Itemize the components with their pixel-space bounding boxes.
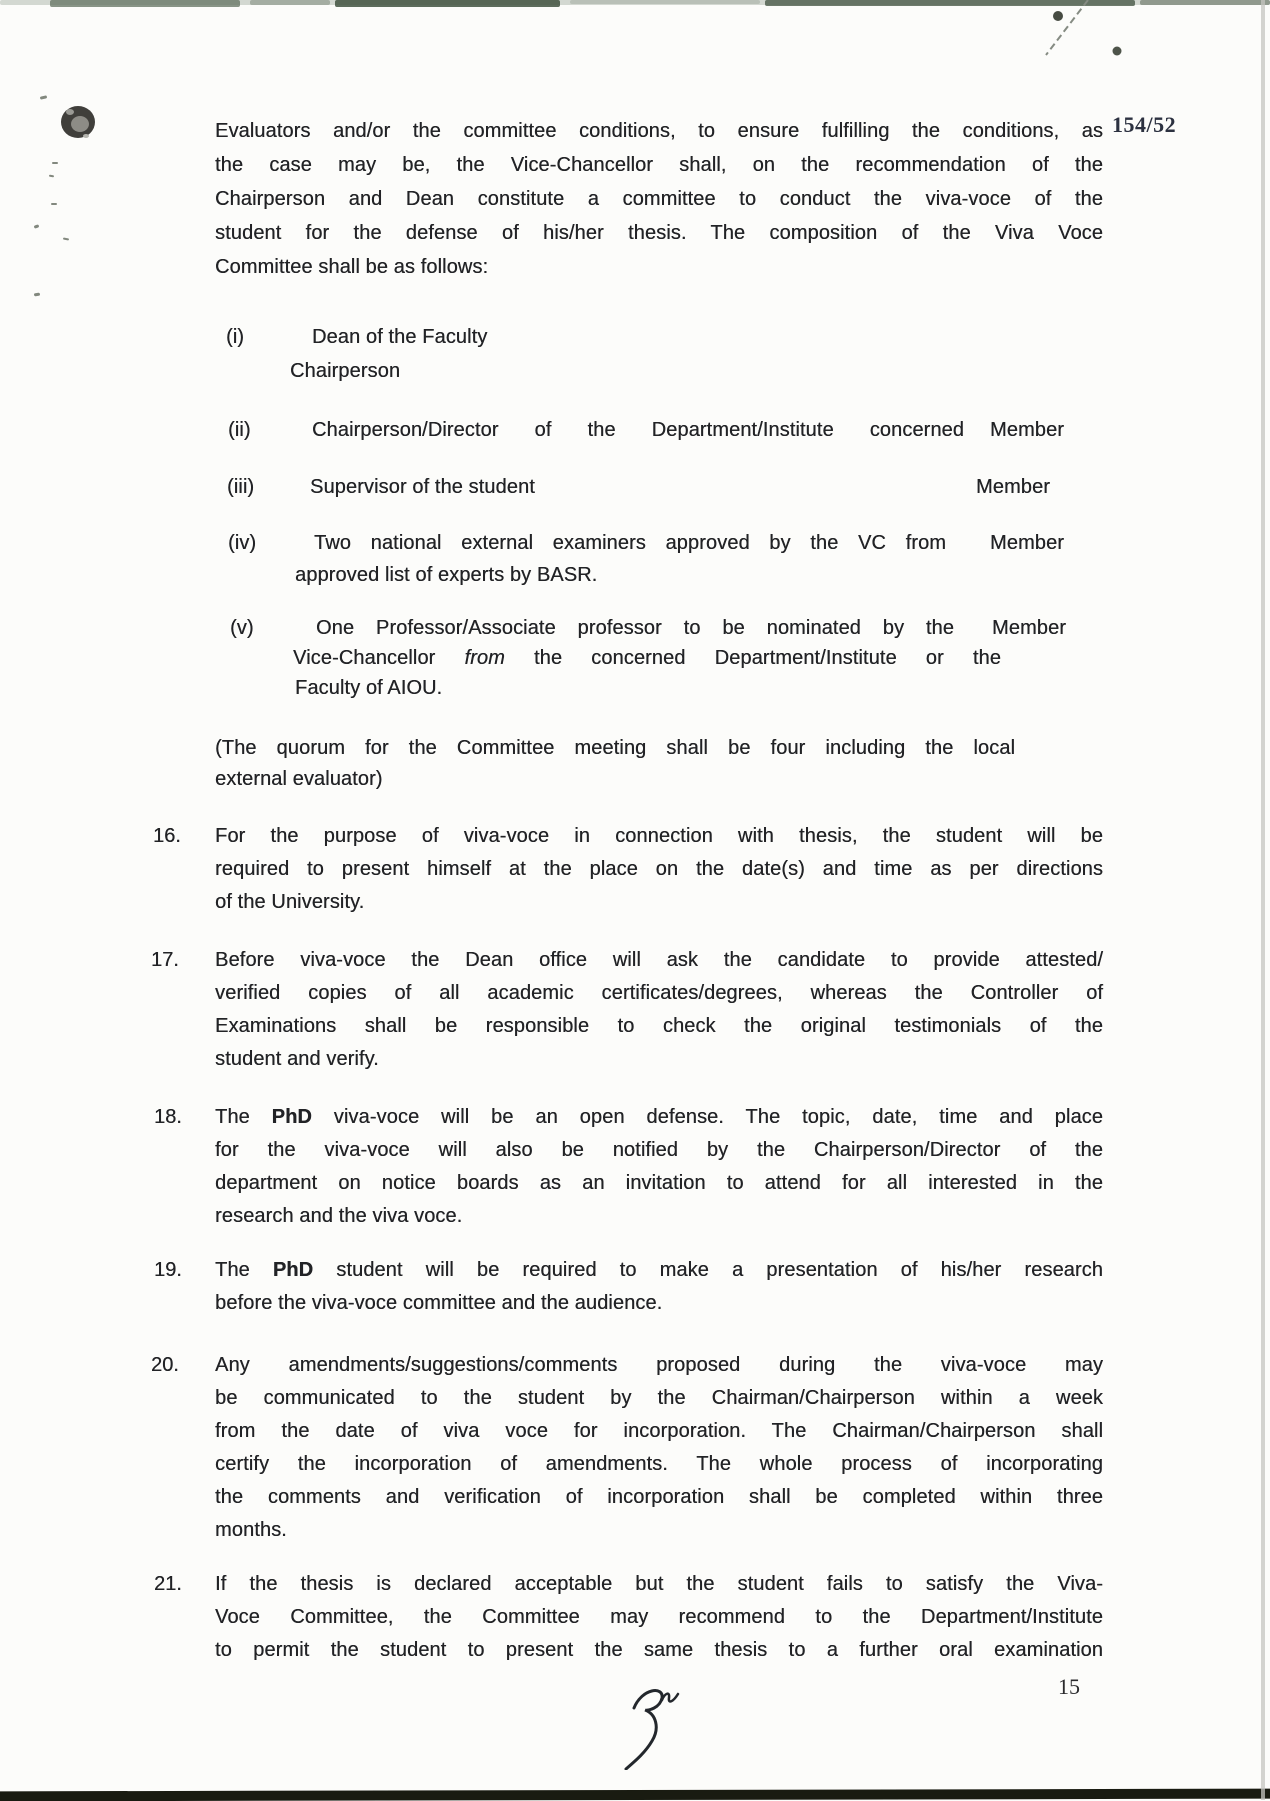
clause-number: 17. (151, 949, 179, 971)
ink-blob-icon (58, 102, 100, 144)
quorum-note (215, 733, 1015, 795)
committee-role-title-continued: Vice-Chancellor from the concerned Department/Institute or the (293, 647, 1002, 669)
scan-speck (40, 95, 47, 99)
committee-role-title: Chairperson/Director of the Department/Institute concerned (312, 419, 964, 441)
list-marker-v: (v) (230, 617, 254, 639)
clause-19 (215, 1254, 1103, 1320)
paragraph-line: required to present himself at the place on the date(s) and time as per directions (215, 858, 1103, 880)
intro-paragraph (215, 114, 1103, 284)
list-marker-iii: (iii) (227, 476, 255, 498)
paragraph-line: student for the defense of his/her thesis. The composition of the Viva Voce (215, 222, 1103, 244)
paragraph-line: If the thesis is declared acceptable but the student fails to satisfy the Viva- (215, 1573, 1103, 1595)
paragraph-line: student and verify. (215, 1048, 379, 1070)
page-edge-shadow (1261, 0, 1265, 1800)
paragraph-line: The PhD student will be required to make a presentation of his/her research (215, 1259, 1103, 1281)
paragraph-line: department on notice boards as an invitation to attend for all interested in the (215, 1172, 1103, 1194)
paragraph-line: Evaluators and/or the committee conditions, to ensure fulfilling the conditions, as (215, 120, 1103, 142)
committee-role-title: Dean of the Faculty (312, 326, 488, 348)
paragraph-line: Before viva-voce the Dean office will ask the candidate to provide attested/ (215, 949, 1103, 971)
committee-role-title: Two national external examiners approved by the VC from (314, 532, 946, 554)
paragraph-line: the comments and verification of incorporation shall be completed within three (215, 1486, 1103, 1508)
committee-role-designation: Chairperson (290, 360, 401, 382)
scan-speck (34, 224, 40, 229)
list-marker-ii: (ii) (228, 419, 251, 441)
stamp-number: 154/52 (1112, 112, 1177, 137)
scanner-edge-strip-bottom (0, 1789, 1270, 1801)
scan-speck (63, 237, 69, 240)
scan-speck (34, 293, 40, 297)
paragraph-line: from the date of viva voce for incorporation. The Chairman/Chairperson shall (215, 1420, 1103, 1442)
clause-20 (215, 1349, 1103, 1547)
committee-role-title: One Professor/Associate professor to be nominated by the (316, 617, 954, 639)
paragraph-line: The PhD viva-voce will be an open defense. The topic, date, time and place (215, 1106, 1103, 1128)
paragraph-line: before the viva-voce committee and the audience. (215, 1292, 663, 1314)
page-number: 15 (1058, 1674, 1080, 1699)
committee-role-title: Supervisor of the student (310, 476, 535, 498)
paragraph-line: Any amendments/suggestions/comments proposed during the viva-voce may (215, 1354, 1103, 1376)
list-marker-i: (i) (226, 326, 245, 348)
paragraph-line: verified copies of all academic certificates/degrees, whereas the Controller of (215, 982, 1103, 1004)
committee-role-designation: Member (992, 617, 1066, 639)
committee-role-designation: Member (976, 476, 1050, 498)
clause-18 (215, 1101, 1103, 1233)
paragraph-line: For the purpose of viva-voce in connection with thesis, the student will be (215, 825, 1103, 847)
committee-role-title-continued: Faculty of AIOU. (295, 677, 443, 699)
paragraph-line: for the viva-voce will also be notified by the Chairperson/Director of the (215, 1139, 1103, 1161)
paragraph-line: (The quorum for the Committee meeting shall be four including the local (215, 737, 1015, 759)
handwritten-initials (612, 1678, 692, 1770)
clause-number: 21. (154, 1573, 182, 1595)
clause-17 (215, 944, 1103, 1076)
paragraph-line: to permit the student to present the same thesis to a further oral examination (215, 1639, 1103, 1661)
scan-speck (49, 175, 54, 178)
committee-role-title-continued: approved list of experts by BASR. (295, 564, 598, 586)
committee-role-designation: Member (990, 532, 1064, 554)
clause-number: 18. (154, 1106, 182, 1128)
paragraph-line: be communicated to the student by the Chairman/Chairperson within a week (215, 1387, 1103, 1409)
paragraph-line: the case may be, the Vice-Chancellor shall, on the recommendation of the (215, 154, 1103, 176)
paragraph-line: Committee shall be as follows: (215, 256, 489, 278)
scan-speck (51, 203, 57, 205)
paragraph-line: certify the incorporation of amendments. The whole process of incorporating (215, 1453, 1103, 1475)
clause-16 (215, 820, 1103, 919)
paragraph-line: Voce Committee, the Committee may recommend to the Department/Institute (215, 1606, 1103, 1628)
clause-number: 19. (154, 1259, 182, 1281)
clause-number: 20. (151, 1354, 179, 1376)
list-marker-iv: (iv) (228, 532, 257, 554)
pen-slash-icon (1030, 0, 1140, 65)
paragraph-line: external evaluator) (215, 768, 383, 790)
clause-number: 16. (153, 825, 181, 847)
paragraph-line: Examinations shall be responsible to check the original testimonials of the (215, 1015, 1103, 1037)
paragraph-line: research and the viva voce. (215, 1205, 463, 1227)
paragraph-line: Chairperson and Dean constitute a committee to conduct the viva-voce of the (215, 188, 1103, 210)
paragraph-line: months. (215, 1519, 287, 1541)
scan-speck (52, 162, 58, 164)
committee-role-designation: Member (990, 419, 1064, 441)
clause-21 (215, 1568, 1103, 1667)
paragraph-line: of the University. (215, 891, 365, 913)
